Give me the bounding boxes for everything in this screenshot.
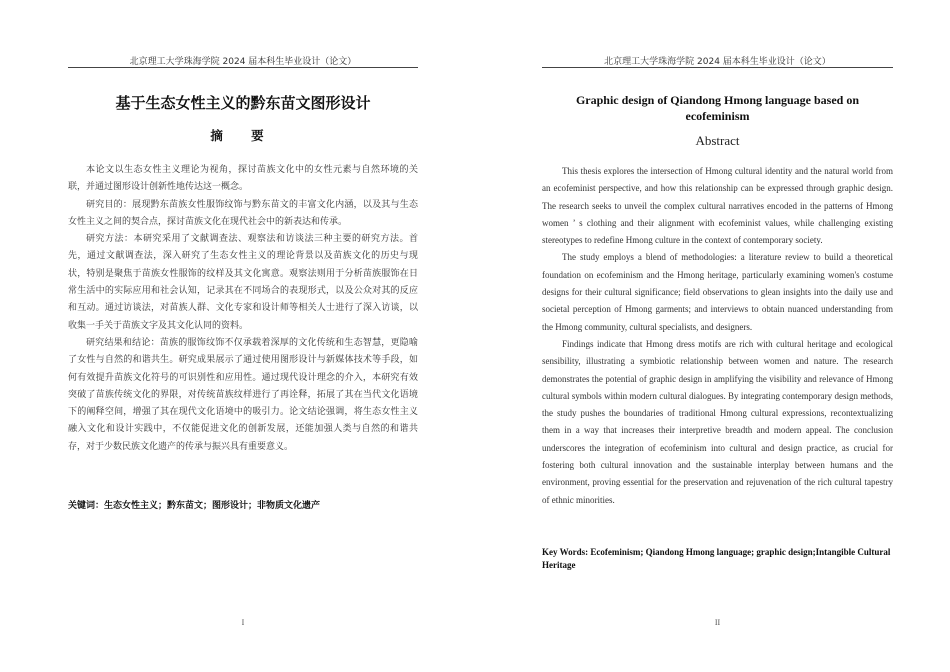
page-number: I [241, 618, 245, 627]
page-number: II [714, 618, 721, 627]
page-header: 北京理工大学珠海学院 2024 届本科生毕业设计（论文） [604, 57, 831, 67]
abstract-paragraph: 研究方法：本研究采用了文献调查法、观察法和访谈法三种主要的研究方法。首先，通过文献调查法，深入研究了生态女性主义的理论背景以及苗族文化的历史与现状，特别是聚焦于苗族女性服饰的纹样及其文化寓意。观察法则用于分析苗族服饰在日常生活中的实际应用和社会认知，记录其在不同场合的表现形式，以及公众对其的反应和互动。通过访谈法，对苗族人群、文化专家和设计师等相关人士进行了深入访谈，以收集一手关于苗族文字及其文化认同的资料。 [68, 234, 418, 331]
thesis-title-chinese: 基于生态女性主义的黔东苗文图形设计 [115, 94, 371, 112]
abstract-heading-chinese: 摘 要 [210, 128, 276, 143]
header-rule [68, 67, 418, 68]
abstract-body-chinese [68, 162, 418, 456]
english-abstract-page [475, 0, 950, 672]
header-rule [542, 67, 893, 68]
keywords-chinese: 关键词：生态女性主义；黔东苗文；图形设计；非物质文化遗产 [68, 501, 321, 511]
keywords-english: Key Words: Ecofeminism; Qiandong Hmong language; graphic design;Intangible Cultural Heritage [542, 547, 891, 570]
abstract-paragraph: This thesis explores the intersection of Hmong cultural identity and the natural world from an ecofeminist perspective, and how this relationship can be expressed through graphic design. The research seeks to unveil the complex cultural narratives encoded in the patterns of Hmong women ’ s clothing and their alignment with ecofeminist values, while challenging existing stereotypes to redefine Hmong culture in the context of contemporary society. [542, 166, 893, 246]
abstract-paragraph: 研究目的：展现黔东苗族女性服饰纹饰与黔东苗文的丰富文化内涵，以及其与生态女性主义之间的契合点，探讨苗族文化在现代社会中的新表达和传承。 [68, 199, 418, 227]
abstract-body-english [542, 163, 893, 509]
abstract-paragraph: Findings indicate that Hmong dress motifs are rich with cultural heritage and ecological sensibility, illustrating a symbiotic relationship between women and nature. The research demonstrates the potential of graphic design in amplifying the visibility and relevance of Hmong cultural symbols within modern cultural dialogues. By integrating contemporary design methods, the study pushes the boundaries of traditional Hmong cultural expressions, recontextualizing them in a way that increases their interpretive breadth and modern appeal. The conclusion underscores the integration of ecofeminism into cultural and design practice, as crucial for fostering both cultural innovation and the sustainable interplay between humans and the environment, proving essential for the preservation and rejuvenation of the rich cultural tapestry of ethnic minorities. [542, 338, 893, 505]
thesis-title-english: Graphic design of Qiandong Hmong language based on ecofeminism [575, 93, 860, 123]
abstract-paragraph: 研究结果和结论：苗族的服饰纹饰不仅承载着深厚的文化传统和生态智慧，更隐喻了女性与自然的和谐共生。研究成果展示了通过使用图形设计与新媒体技术等手段，如何有效提升苗族文化符号的可识别性和应用性。通过现代设计理念的介入，本研究有效突破了苗族传统文化的界限，对传统苗族纹样进行了再诠释，拓展了其在当代文化语境下的阐释空间，增强了其在现代文化语境中的吸引力。论文结论强调，将生态女性主义融入文化和设计实践中，不仅能促进文化的创新发展，还能加强人类与自然的和谐共存，对于少数民族文化遗产的传承与振兴具有重要意义。 [68, 337, 418, 452]
abstract-paragraph: 本论文以生态女性主义理论为视角，探讨苗族文化中的女性元素与自然环境的关联，并通过图形设计创新性地传达这一概念。 [68, 165, 418, 193]
abstract-heading-english: Abstract [695, 133, 740, 148]
abstract-paragraph: The study employs a blend of methodologies: a literature review to build a theoretical foundation on ecofeminism and the Hmong heritage, particularly examining women's costume designs for their cultural significance; field observations to glean insights into the daily use and societal perception of Hmong garments; and interviews to obtain nuanced understanding from the Hmong community, cultural specialists, and designers. [542, 252, 893, 332]
page-header: 北京理工大学珠海学院 2024 届本科生毕业设计（论文） [129, 57, 357, 67]
